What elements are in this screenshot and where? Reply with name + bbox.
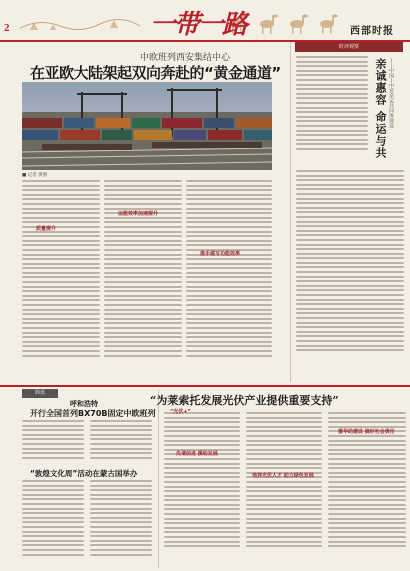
article-body-column-3 [186,180,272,380]
feature-subhead-4: 援华助建设 搞好社会责任 [338,429,395,435]
feature-subhead-2: 先请前进 援助发展 [176,451,218,457]
article-subhead-1: 质量提升 [36,226,57,232]
bottom-column-divider [158,390,159,568]
page-number: 2 [4,22,10,34]
brief-1-body-column-2 [90,420,152,464]
sidebar-section-tag: 时评观察 [295,42,403,52]
silk-road-sketch-decoration [20,10,140,32]
news-brief-tag: 简讯 [22,389,58,398]
sidebar-subtitle: ——中国—中亚命运共同体建设 [388,58,394,128]
article-body-column-1 [22,180,100,380]
sidebar-divider [290,42,291,382]
article-subhead-3: 推手建写功能效率 [200,251,241,257]
photo-credit: ■ 记者 供图 [22,173,48,178]
article-headline: 在亚欧大陆架起双向奔赴的“黄金通道” [30,64,281,82]
sidebar-title: 亲诚惠容 命运与共 [374,58,387,159]
feature-subhead-3: 培养光伏人才 助力绿色发展 [252,473,314,479]
article-subhead-2: 运能效率加速提升 [118,211,159,217]
brief-2-body-column-2 [90,480,152,566]
brief-1-headline: 开行全国首列BX70B固定中欧班列 [30,409,156,418]
brief-1-body-column-1 [22,420,84,464]
feature-body-column-1 [164,412,240,567]
brief-2-headline: “敦煌文化周”活动在蒙古国举办 [30,469,138,478]
sidebar-body-bottom [296,170,404,380]
feature-body-column-3 [328,412,406,567]
brief-1-headline-top: 呼和浩特 [70,400,98,408]
feature-subhead-1: “光伏+” [170,409,191,415]
section-divider [0,385,410,387]
article-kicker: 中欧班列西安集结中心 [140,53,231,63]
sidebar-body-top [296,56,368,166]
brief-2-body-column-1 [22,480,84,566]
feature-body-column-2 [246,412,322,567]
rail-yard-photo [22,82,272,170]
newspaper-logo: 西部时报 [350,26,394,37]
feature-headline: “为莱索托发展光伏产业提供重要支持” [150,394,339,407]
section-calligraphy-title: 一带一路 [150,10,247,40]
